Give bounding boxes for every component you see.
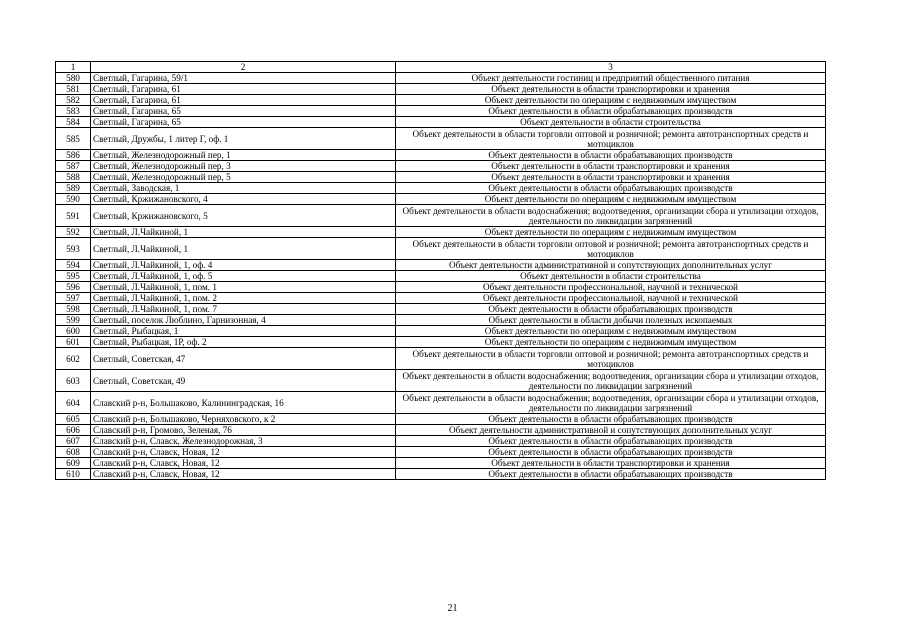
activity-cell: Объект деятельности в области водоснабжения; водоотведения, организации сбора и утилизации отходов, деятельности по ликвидации загрязнений <box>396 392 826 414</box>
address-cell: Светлый, Гагарина, 61 <box>91 95 396 106</box>
column-header-3: 3 <box>396 62 826 73</box>
activity-cell: Объект деятельности в области обрабатывающих производств <box>396 436 826 447</box>
address-cell: Светлый, Кржижановского, 5 <box>91 205 396 227</box>
table-row <box>56 128 826 150</box>
table-row <box>56 304 826 315</box>
activity-cell: Объект деятельности в области строительства <box>396 271 826 282</box>
address-cell: Светлый, Железнодорожный пер, 3 <box>91 161 396 172</box>
table-row <box>56 293 826 304</box>
table-row <box>56 172 826 183</box>
row-number-cell: 604 <box>56 392 91 414</box>
address-cell: Славский р-н, Громово, Зеленая, 76 <box>91 425 396 436</box>
table-row <box>56 260 826 271</box>
column-header-2: 2 <box>91 62 396 73</box>
table-row <box>56 161 826 172</box>
address-cell: Светлый, Советская, 47 <box>91 348 396 370</box>
activity-cell: Объект деятельности в области торговли оптовой и розничной; ремонта автотранспортных средств и мотоциклов <box>396 348 826 370</box>
page-number: 21 <box>447 603 458 614</box>
row-number-cell: 598 <box>56 304 91 315</box>
table-row <box>56 106 826 117</box>
activity-cell: Объект деятельности в области обрабатывающих производств <box>396 150 826 161</box>
table-row <box>56 436 826 447</box>
registry-table <box>55 61 826 480</box>
activity-cell: Объект деятельности в области водоснабжения; водоотведения, организации сбора и утилизации отходов, деятельности по ликвидации загрязнений <box>396 205 826 227</box>
row-number-cell: 602 <box>56 348 91 370</box>
table-row <box>56 238 826 260</box>
table-row <box>56 95 826 106</box>
activity-cell: Объект деятельности по операциям с недвижимым имуществом <box>396 337 826 348</box>
table-row <box>56 84 826 95</box>
row-number-cell: 599 <box>56 315 91 326</box>
table-row <box>56 370 826 392</box>
activity-cell: Объект деятельности в области обрабатывающих производств <box>396 183 826 194</box>
address-cell: Светлый, Л.Чайкиной, 1, пом. 2 <box>91 293 396 304</box>
activity-cell: Объект деятельности по операциям с недвижимым имуществом <box>396 227 826 238</box>
activity-cell: Объект деятельности в области обрабатывающих производств <box>396 106 826 117</box>
address-cell: Славский р-н, Большаково, Черняховского, к 2 <box>91 414 396 425</box>
table-row <box>56 315 826 326</box>
table-row <box>56 414 826 425</box>
address-cell: Светлый, Рыбацкая, 1Р, оф. 2 <box>91 337 396 348</box>
row-number-cell: 597 <box>56 293 91 304</box>
table-row <box>56 205 826 227</box>
row-number-cell: 606 <box>56 425 91 436</box>
activity-cell: Объект деятельности административной и сопутствующих дополнительных услуг <box>396 425 826 436</box>
table-row <box>56 458 826 469</box>
activity-cell: Объект деятельности в области строительства <box>396 117 826 128</box>
activity-cell: Объект деятельности в области обрабатывающих производств <box>396 469 826 480</box>
activity-cell: Объект деятельности в области торговли оптовой и розничной; ремонта автотранспортных средств и мотоциклов <box>396 238 826 260</box>
table-row <box>56 348 826 370</box>
row-number-cell: 590 <box>56 194 91 205</box>
table-row <box>56 337 826 348</box>
table-row <box>56 150 826 161</box>
row-number-cell: 588 <box>56 172 91 183</box>
activity-cell: Объект деятельности по операциям с недвижимым имуществом <box>396 95 826 106</box>
row-number-cell: 585 <box>56 128 91 150</box>
row-number-cell: 595 <box>56 271 91 282</box>
table-row <box>56 425 826 436</box>
address-cell: Светлый, Л.Чайкиной, 1 <box>91 227 396 238</box>
row-number-cell: 596 <box>56 282 91 293</box>
table-row <box>56 326 826 337</box>
activity-cell: Объект деятельности гостиниц и предприятий общественного питания <box>396 73 826 84</box>
address-cell: Светлый, Л.Чайкиной, 1, пом. 1 <box>91 282 396 293</box>
row-number-cell: 580 <box>56 73 91 84</box>
address-cell: Славский р-н, Славск, Железнодорожная, 3 <box>91 436 396 447</box>
activity-cell: Объект деятельности профессиональной, научной и технической <box>396 293 826 304</box>
row-number-cell: 587 <box>56 161 91 172</box>
row-number-cell: 582 <box>56 95 91 106</box>
address-cell: Светлый, Гагарина, 65 <box>91 106 396 117</box>
row-number-cell: 592 <box>56 227 91 238</box>
row-number-cell: 591 <box>56 205 91 227</box>
row-number-cell: 600 <box>56 326 91 337</box>
activity-cell: Объект деятельности в области транспортировки и хранения <box>396 172 826 183</box>
address-cell: Светлый, Гагарина, 61 <box>91 84 396 95</box>
activity-cell: Объект деятельности в области транспортировки и хранения <box>396 84 826 95</box>
address-cell: Светлый, Л.Чайкиной, 1 <box>91 238 396 260</box>
table-row <box>56 183 826 194</box>
address-cell: Светлый, Кржижановского, 4 <box>91 194 396 205</box>
activity-cell: Объект деятельности административной и сопутствующих дополнительных услуг <box>396 260 826 271</box>
row-number-cell: 601 <box>56 337 91 348</box>
row-number-cell: 584 <box>56 117 91 128</box>
row-number-cell: 610 <box>56 469 91 480</box>
activity-cell: Объект деятельности в области обрабатывающих производств <box>396 304 826 315</box>
table-row <box>56 73 826 84</box>
activity-cell: Объект деятельности в области водоснабжения; водоотведения, организации сбора и утилизации отходов, деятельности по ликвидации загрязнений <box>396 370 826 392</box>
address-cell: Славский р-н, Славск, Новая, 12 <box>91 458 396 469</box>
activity-cell: Объект деятельности в области обрабатывающих производств <box>396 447 826 458</box>
row-number-cell: 605 <box>56 414 91 425</box>
activity-cell: Объект деятельности в области торговли оптовой и розничной; ремонта автотранспортных средств и мотоциклов <box>396 128 826 150</box>
activity-cell: Объект деятельности в области транспортировки и хранения <box>396 161 826 172</box>
address-cell: Светлый, Рыбацкая, 1 <box>91 326 396 337</box>
address-cell: Светлый, Железнодорожный пер, 1 <box>91 150 396 161</box>
activity-cell: Объект деятельности в области добычи полезных ископаемых <box>396 315 826 326</box>
table-row <box>56 282 826 293</box>
address-cell: Светлый, Дружбы, 1 литер Г, оф. 1 <box>91 128 396 150</box>
row-number-cell: 609 <box>56 458 91 469</box>
table-row <box>56 392 826 414</box>
table-row <box>56 227 826 238</box>
activity-cell: Объект деятельности в области транспортировки и хранения <box>396 458 826 469</box>
address-cell: Светлый, Железнодорожный пер, 5 <box>91 172 396 183</box>
address-cell: Светлый, Л.Чайкиной, 1, пом. 7 <box>91 304 396 315</box>
address-cell: Славский р-н, Славск, Новая, 12 <box>91 469 396 480</box>
row-number-cell: 586 <box>56 150 91 161</box>
address-cell: Славский р-н, Большаково, Калининградская, 16 <box>91 392 396 414</box>
activity-cell: Объект деятельности по операциям с недвижимым имуществом <box>396 326 826 337</box>
address-cell: Светлый, Гагарина, 59/1 <box>91 73 396 84</box>
row-number-cell: 581 <box>56 84 91 95</box>
table-header-row <box>56 62 826 73</box>
table-row <box>56 117 826 128</box>
activity-cell: Объект деятельности в области обрабатывающих производств <box>396 414 826 425</box>
table-row <box>56 271 826 282</box>
table-row <box>56 469 826 480</box>
address-cell: Светлый, поселок Люблино, Гарнизонная, 4 <box>91 315 396 326</box>
address-cell: Славский р-н, Славск, Новая, 12 <box>91 447 396 458</box>
row-number-cell: 607 <box>56 436 91 447</box>
table-row <box>56 194 826 205</box>
row-number-cell: 583 <box>56 106 91 117</box>
row-number-cell: 608 <box>56 447 91 458</box>
activity-cell: Объект деятельности по операциям с недвижимым имуществом <box>396 194 826 205</box>
address-cell: Светлый, Гагарина, 65 <box>91 117 396 128</box>
row-number-cell: 589 <box>56 183 91 194</box>
table-row <box>56 447 826 458</box>
row-number-cell: 603 <box>56 370 91 392</box>
address-cell: Светлый, Л.Чайкиной, 1, оф. 4 <box>91 260 396 271</box>
activity-cell: Объект деятельности профессиональной, научной и технической <box>396 282 826 293</box>
column-header-1: 1 <box>56 62 91 73</box>
row-number-cell: 594 <box>56 260 91 271</box>
row-number-cell: 593 <box>56 238 91 260</box>
address-cell: Светлый, Советская, 49 <box>91 370 396 392</box>
address-cell: Светлый, Л.Чайкиной, 1, оф. 5 <box>91 271 396 282</box>
address-cell: Светлый, Заводская, 1 <box>91 183 396 194</box>
